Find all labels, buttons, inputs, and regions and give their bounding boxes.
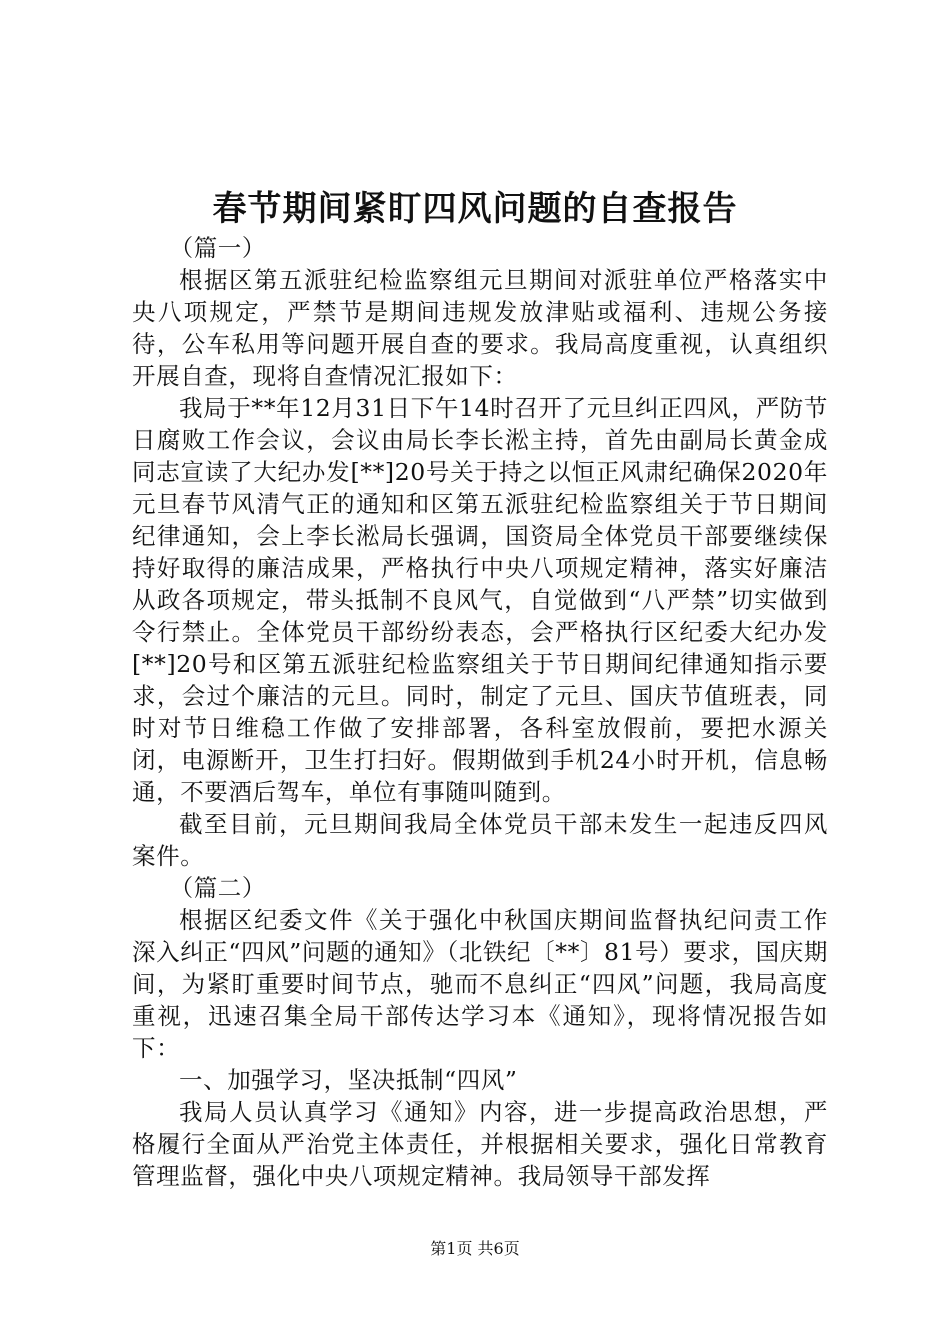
section-heading-1: （篇一） [169,234,266,262]
page-number: 第1页 共6页 [430,1239,520,1258]
document-title: 春节期间紧盯四风问题的自查报告 [212,189,738,229]
paragraph: 我局于**年12月31日下午14时召开了元旦纠正四风，严防节日腐败工作会议，会议由局长李长淞主持，首先由副局长黄金成同志宣读了大纪办发[**]20号关于持之以恒正风肃纪确保2020年元旦春节风清气正的通知和区第五派驻纪检监察组关于节日期间纪律通知，会上李长淞局长强调，国资局全体党员干部要继续保持好取得的廉洁成果，严格执行中央八项规定精神，落实好廉洁从政各项规定，带头抵制不良风气，自觉做到“八严禁”切实做到令行禁止。全体党员干部纷纷表态，会严格执行区纪委大纪办发[**]20号和区第五派驻纪检监察组关于节日期间纪律通知指示要求，会过个廉洁的元旦。同时，制定了元旦、国庆节值班表，同时对节日维稳工作做了安排部署，各科室放假前，要把水源关闭，电源断开，卫生打扫好。假期做到手机24小时开机，信息畅通，不要酒后驾车，单位有事随叫随到。 [132,394,828,806]
paragraph: 根据区纪委文件《关于强化中秋国庆期间监督执纪问责工作深入纠正“四风”问题的通知》（北铁纪〔**〕81号）要求，国庆期间，为紧盯重要时间节点，驰而不息纠正“四风”问题，我局高度重视，迅速召集全局干部传达学习本《通知》，现将情况报告如下： [132,906,828,1062]
section-heading-2: （篇二） [169,874,266,902]
document-body [132,232,828,1192]
subheading: 一、加强学习，坚决抵制“四风” [179,1066,518,1094]
paragraph: 我局人员认真学习《通知》内容，进一步提高政治思想，严格履行全面从严治党主体责任，并根据相关要求，强化日常教育管理监督，强化中央八项规定精神。我局领导干部发挥 [132,1098,828,1190]
paragraph: 根据区第五派驻纪检监察组元旦期间对派驻单位严格落实中央八项规定，严禁节是期间违规发放津贴或福利、违规公务接待，公车私用等问题开展自查的要求。我局高度重视，认真组织开展自查，现将自查情况汇报如下： [132,266,828,390]
paragraph: 截至目前，元旦期间我局全体党员干部未发生一起违反四风案件。 [132,810,828,870]
